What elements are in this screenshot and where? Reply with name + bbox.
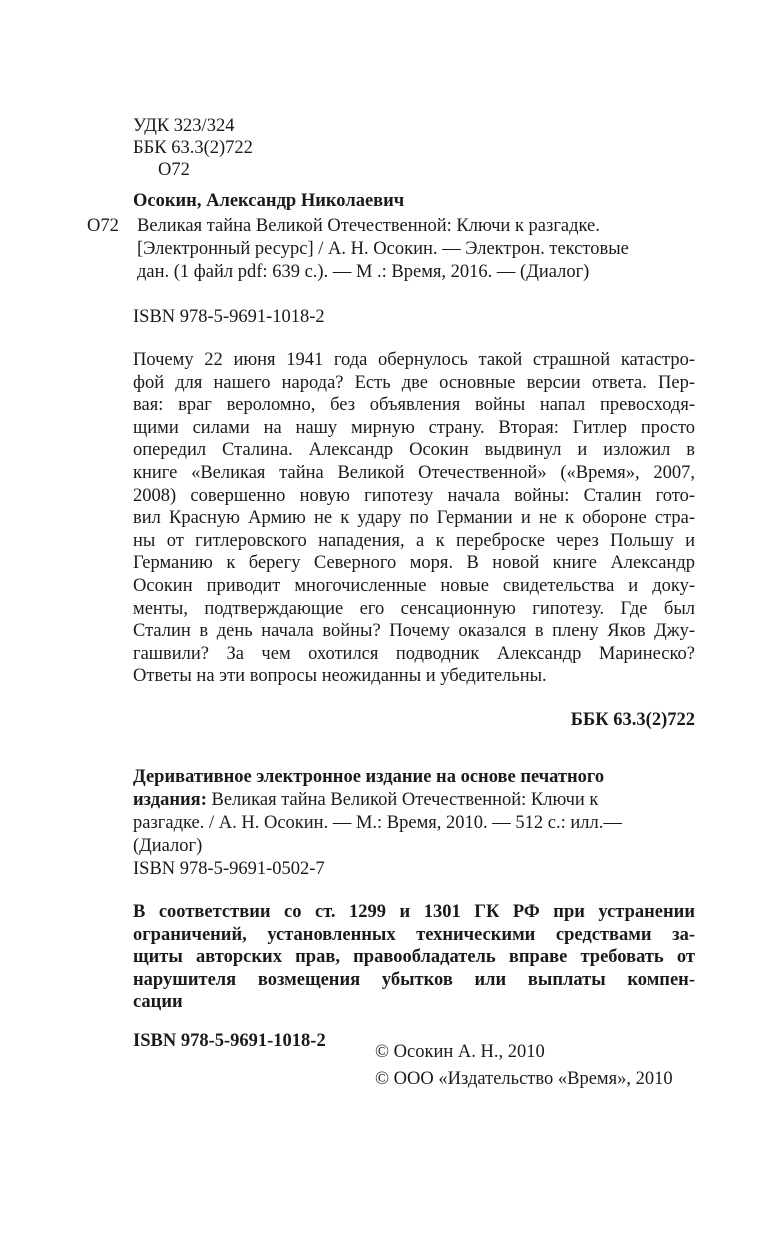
derivative-line-2 [133, 789, 598, 811]
legal-line: В соответствии со ст. 1299 и 1301 ГК РФ при устранении [133, 902, 695, 922]
annotation-line: гашвили? За чем охотился подводник Александр Маринеско? [133, 643, 695, 664]
author-name: Осокин, Александр Николаевич [133, 191, 405, 211]
title-line-3: дан. (1 файл pdf: 639 с.). — М .: Время, 2016. — (Диалог) [137, 262, 590, 282]
bbk-code: ББК 63.3(2)722 [133, 138, 253, 158]
title-line-1: Великая тайна Великой Отечественной: Ключи к разгадке. [137, 216, 600, 236]
annotation-line: Почему 22 июня 1941 года обернулось такой страшной катастро- [133, 350, 695, 370]
annotation-line: щими силами на нашу мирную страну. Вторая: Гитлер просто [133, 417, 695, 438]
copyright-publisher: © ООО «Издательство «Время», 2010 [375, 1069, 673, 1089]
annotation-line: книге «Великая тайна Великой Отечественной» («Время», 2007, [133, 462, 695, 483]
legal-line: нарушителя возмещения убытков или выплаты компен- [133, 969, 695, 990]
annotation-line: Осокин приводит многочисленные новые свидетельства и доку- [133, 575, 695, 596]
annotation-line: 2008) совершенно новую гипотезу начала войны: Сталин гото- [133, 485, 695, 506]
annotation-line: ны от гитлеровского нападения, а к переброске через Польшу и [133, 530, 695, 551]
legal-notice [133, 901, 695, 1014]
annotation-line: фой для нашего народа? Есть две основные версии ответа. Пер- [133, 372, 695, 393]
annotation-line: вил Красную Армию не к удару по Германии и не к обороне стра- [133, 508, 695, 529]
author-mark: О72 [158, 160, 190, 180]
title-line-2: [Электронный ресурс] / А. Н. Осокин. — Электрон. текстовые [137, 239, 629, 259]
annotation-paragraph [133, 349, 695, 688]
annotation-line: Германию к берегу Северного моря. В новой книге Александр [133, 553, 695, 574]
annotation-line: опередил Сталина. Александр Осокин выдвинул и изложил в [133, 440, 695, 461]
legal-line: ограничений, установленных техническими средствами за- [133, 924, 695, 945]
annotation-line: Ответы на эти вопросы неожиданны и убедительны. [133, 666, 547, 687]
derivative-isbn: ISBN 978-5-9691-0502-7 [133, 859, 325, 879]
annotation-line: менты, подтверждающие его сенсационную гипотезу. Где был [133, 598, 695, 619]
annotation-line: Сталин в день начала войны? Почему оказался в плену Яков Джу- [133, 621, 695, 642]
legal-line: щиты авторских прав, правообладатель вправе требовать от [133, 947, 695, 968]
derivative-title: Великая тайна Великой Отечественной: Ключи к [206, 790, 599, 810]
index-mark: О72 [87, 216, 119, 236]
derivative-line-3: разгадке. / А. Н. Осокин. — М.: Время, 2010. — 512 с.: илл.— [133, 813, 622, 833]
footer-isbn: ISBN 978-5-9691-1018-2 [133, 1031, 326, 1051]
copyright-author: © Осокин А. Н., 2010 [375, 1042, 545, 1062]
annotation-line: вая: враг вероломно, без объявления войны напал превосходя- [133, 395, 695, 416]
derivative-prefix: издания: [133, 790, 207, 810]
bbk-right: ББК 63.3(2)722 [570, 710, 695, 730]
udk-code: УДК 323/324 [133, 116, 235, 136]
derivative-line-1: Деривативное электронное издание на основе печатного [133, 767, 605, 787]
legal-line: сации [133, 992, 183, 1013]
derivative-line-4: (Диалог) [133, 836, 203, 856]
catalog-isbn: ISBN 978-5-9691-1018-2 [133, 307, 325, 327]
